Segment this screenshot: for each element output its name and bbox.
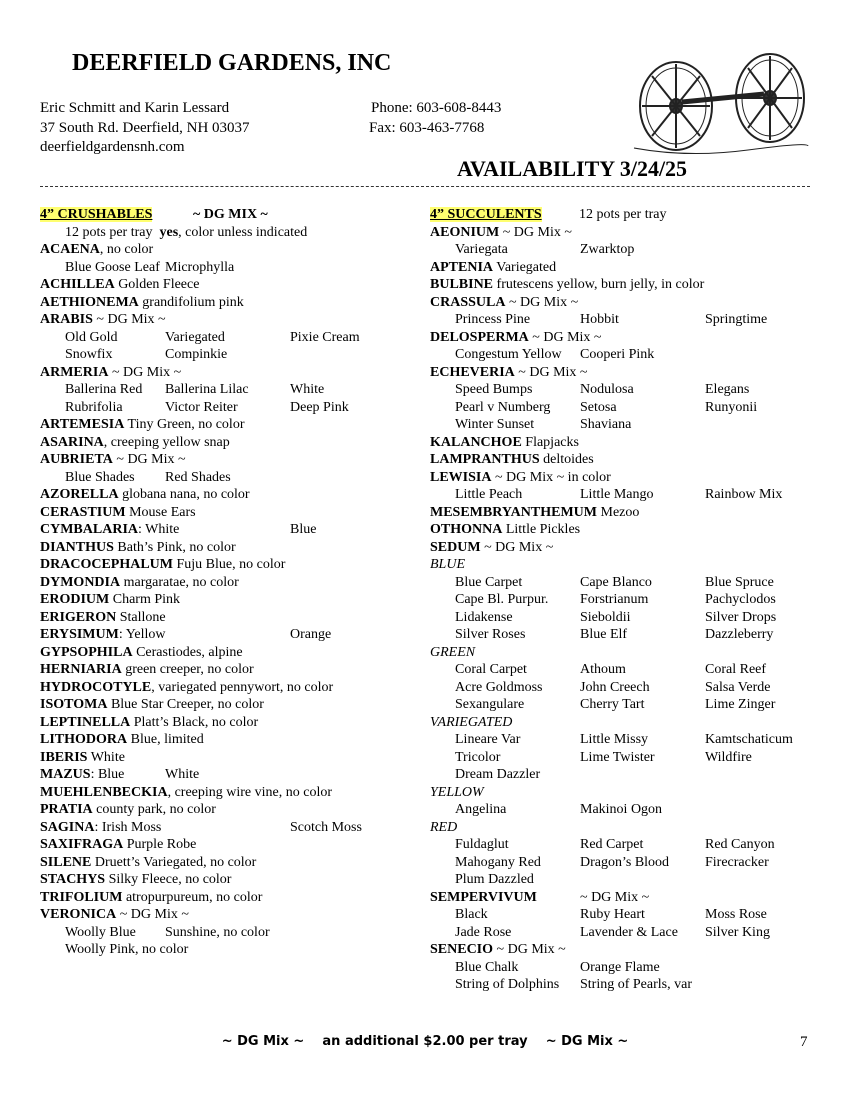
plant-description: atropurpureum, no color xyxy=(122,889,263,905)
list-item xyxy=(40,784,410,802)
list-item xyxy=(40,574,410,592)
variety-name: Cooperi Pink xyxy=(580,347,655,362)
variety-name: Ruby Heart xyxy=(580,907,645,922)
color-group-label: YELLOW xyxy=(430,784,484,800)
plant-description: , variegated pennywort, no color xyxy=(151,679,334,695)
variety-name: Little Missy xyxy=(580,732,649,747)
variety-name: Acre Goldmoss xyxy=(455,679,543,695)
variety-name: Kamtschaticum xyxy=(705,732,793,747)
variety-name: Runyonii xyxy=(705,399,758,415)
variety-name: Lavender & Lace xyxy=(580,924,678,940)
list-item xyxy=(40,504,410,522)
plant-name: ERYSIMUM xyxy=(40,627,119,642)
variety-name: Tricolor xyxy=(455,749,501,765)
plant-description: globana nana, no color xyxy=(118,487,250,502)
plant-description: green creeper, no color xyxy=(121,662,254,677)
variety-name: Cape Blanco xyxy=(580,574,652,590)
plant-description: Charm Pink xyxy=(109,592,181,607)
plant-name: LEWISIA xyxy=(430,469,492,485)
plant-name: SAGINA xyxy=(40,819,95,835)
list-item xyxy=(40,819,410,837)
list-item xyxy=(40,329,410,347)
color-group-label: BLUE xyxy=(430,557,465,572)
variety-name: Variegated xyxy=(165,329,225,345)
variety-name: Makinoi Ogon xyxy=(580,802,663,817)
variety-name: Winter Sunset xyxy=(455,417,535,432)
list-item xyxy=(40,294,410,312)
owners: Eric Schmitt and Karin Lessard xyxy=(40,100,230,116)
plant-name: AEONIUM xyxy=(430,224,500,240)
plant-description: Mezoo xyxy=(597,504,640,520)
variety-name: Blue Shades xyxy=(65,469,135,485)
plant-name: CERASTIUM xyxy=(40,504,126,520)
plant-name: ACHILLEA xyxy=(40,277,115,292)
plant-name: BULBINE xyxy=(430,277,494,292)
list-item xyxy=(40,749,410,767)
plant-name: MESEMBRYANTHEMUM xyxy=(430,504,597,520)
plant-name: ISOTOMA xyxy=(40,697,108,712)
plant-description: ~ DG Mix ~ xyxy=(108,364,182,380)
variety-name: Silver King xyxy=(705,924,770,940)
list-item xyxy=(40,469,410,487)
list-item xyxy=(40,399,410,417)
plant-name: ERODIUM xyxy=(40,592,110,607)
plant-name: SEMPERVIVUM xyxy=(430,889,537,905)
plant-description: ~ DG Mix ~ xyxy=(480,539,554,555)
plant-name: KALANCHOE xyxy=(430,434,522,450)
variety-name: String of Dolphins xyxy=(455,977,560,992)
list-item xyxy=(430,679,830,697)
plant-description: Blue, limited xyxy=(127,732,204,747)
list-item xyxy=(430,521,830,539)
plant-name: DRACOCEPHALUM xyxy=(40,557,173,572)
variety-name: Cape Bl. Purpur. xyxy=(455,592,549,607)
list-item xyxy=(430,241,830,259)
plant-description: , no color xyxy=(99,242,154,257)
plant-description: county park, no color xyxy=(92,802,216,817)
variety-name: Blue Spruce xyxy=(705,574,774,590)
variety-name: Old Gold xyxy=(65,329,118,345)
plant-name: CRASSULA xyxy=(430,294,506,310)
plant-description: Platt’s Black, no color xyxy=(130,714,259,730)
variety-name: Speed Bumps xyxy=(455,382,533,397)
plant-name: MAZUS xyxy=(40,767,91,782)
plant-description: Silky Fleece, no color xyxy=(105,872,232,887)
list-item xyxy=(40,836,410,854)
list-item xyxy=(40,766,410,784)
variety-name: John Creech xyxy=(580,679,650,695)
plant-description: ~ DG Mix ~ xyxy=(514,364,588,380)
list-item xyxy=(430,451,830,469)
crushables-heading: 4” CRUSHABLES xyxy=(40,207,153,222)
variety-name: Fuldaglut xyxy=(455,837,509,852)
color-group-label: VARIEGATED xyxy=(430,714,513,730)
availability-date: AVAILABILITY 3/24/25 xyxy=(457,156,688,181)
plant-name: MUEHLENBECKIA xyxy=(40,784,168,800)
plant-name: AETHIONEMA xyxy=(40,294,139,310)
crushables-tray-note: 12 pots per tray xyxy=(65,224,153,240)
variety-name: Lime Twister xyxy=(580,749,655,765)
plant-description: : Irish Moss xyxy=(94,819,162,835)
list-item xyxy=(430,381,830,399)
variety-name: Dragon’s Blood xyxy=(580,854,670,870)
crushables-mix-note: ~ DG MIX ~ xyxy=(193,207,268,222)
list-item xyxy=(430,434,830,452)
list-item xyxy=(40,556,410,574)
variety-name: Congestum Yellow xyxy=(455,347,562,362)
variety-name: Jade Rose xyxy=(455,924,512,940)
list-item xyxy=(40,381,410,399)
plant-description: , creeping yellow snap xyxy=(103,434,230,450)
list-item xyxy=(40,346,410,364)
plant-name: CYMBALARIA xyxy=(40,522,138,537)
variety-name: Lineare Var xyxy=(455,732,521,747)
list-item xyxy=(40,941,410,959)
plant-description: ~ DG Mix ~ xyxy=(116,907,189,922)
list-item xyxy=(430,539,830,557)
list-item xyxy=(40,539,410,557)
variety-name: Little Mango xyxy=(580,487,654,502)
list-item xyxy=(430,224,830,242)
variety-name: Coral Carpet xyxy=(455,662,527,677)
variety-name: Nodulosa xyxy=(580,382,634,397)
plant-description: Bath’s Pink, no color xyxy=(113,539,236,555)
variety-name: Ballerina Red xyxy=(65,382,143,397)
variety-name: Forstrianum xyxy=(580,592,649,607)
website: deerfieldgardensnh.com xyxy=(40,139,185,155)
plant-description: Mouse Ears xyxy=(125,504,196,520)
variety-name: Springtime xyxy=(705,312,768,327)
succulents-heading: 4” SUCCULENTS xyxy=(430,207,542,222)
plant-name: APTENIA xyxy=(430,259,494,275)
list-item xyxy=(40,276,410,294)
page-number: 7 xyxy=(800,1034,808,1050)
plant-description: Stallone xyxy=(116,609,166,625)
plant-name: OTHONNA xyxy=(430,522,503,537)
list-item xyxy=(430,259,830,277)
variety-name: Sexangulare xyxy=(455,697,525,712)
list-item xyxy=(430,731,830,749)
variety-name: Cherry Tart xyxy=(580,697,645,712)
succulents-column xyxy=(430,206,830,994)
list-item xyxy=(430,574,830,592)
variety-name: Blue Carpet xyxy=(455,574,523,590)
list-item xyxy=(430,329,830,347)
variety-name: Hobbit xyxy=(580,312,619,327)
plant-description: Purple Robe xyxy=(123,837,197,852)
list-item xyxy=(430,416,830,434)
list-item xyxy=(430,276,830,294)
plant-description: margaratae, no color xyxy=(120,574,239,590)
variety-name: Red Shades xyxy=(165,469,231,485)
fax: Fax: 603-463-7768 xyxy=(369,120,485,136)
plant-description: Flapjacks xyxy=(521,434,579,450)
plant-description: White xyxy=(87,749,125,765)
plant-description: Variegated xyxy=(493,259,557,275)
variety-name: Silver Roses xyxy=(455,627,526,642)
list-item xyxy=(430,311,830,329)
plant-description: deltoides xyxy=(539,452,594,467)
footer-note: ~ DG Mix ~ an additional $2.00 per tray ~ DG Mix ~ xyxy=(221,1034,629,1049)
plant-description: : Blue xyxy=(90,767,125,782)
variety-name: Ballerina Lilac xyxy=(165,382,249,397)
variety-name: Moss Rose xyxy=(705,907,767,922)
variety-name: Sieboldii xyxy=(580,609,631,625)
plant-name: TRIFOLIUM xyxy=(40,889,123,905)
plant-name: DIANTHUS xyxy=(40,539,114,555)
list-item xyxy=(430,469,830,487)
variety-name: Woolly Blue xyxy=(65,924,136,940)
list-item xyxy=(40,259,410,277)
variety-name: Shaviana xyxy=(580,417,632,432)
list-item xyxy=(430,906,830,924)
list-item xyxy=(40,451,410,469)
list-item xyxy=(430,364,830,382)
list-item xyxy=(40,364,410,382)
plant-description: Little Pickles xyxy=(502,522,581,537)
plant-description: : Yellow xyxy=(118,627,166,642)
variety-name: Lidakense xyxy=(455,609,513,625)
plant-description: Druett’s Variegated, no color xyxy=(91,854,257,870)
plant-description: ~ DG Mix ~ xyxy=(112,452,186,467)
plant-description: Fuju Blue, no color xyxy=(173,557,286,572)
plant-description: ~ DG Mix ~ in color xyxy=(491,469,611,485)
variety-name: Angelina xyxy=(455,802,507,817)
variety-name: Princess Pine xyxy=(455,312,531,327)
variety-name: Microphylla xyxy=(165,259,235,275)
variety-name: Coral Reef xyxy=(705,662,767,677)
list-item xyxy=(40,906,410,924)
list-item xyxy=(430,871,830,889)
plant-name: ARABIS xyxy=(40,312,93,327)
plant-name: AZORELLA xyxy=(40,487,119,502)
list-item xyxy=(430,696,830,714)
plant-description: Golden Fleece xyxy=(114,277,200,292)
header-divider xyxy=(40,186,810,187)
variety-name: Orange Flame xyxy=(580,959,660,975)
plant-description: ~ DG Mix ~ xyxy=(505,294,579,310)
company-name: DEERFIELD GARDENS, INC xyxy=(72,50,392,76)
variety-name: Rubrifolia xyxy=(65,399,123,415)
list-item xyxy=(40,679,410,697)
variety-name: Pearl v Numberg xyxy=(455,399,551,415)
plant-name: VERONICA xyxy=(40,907,117,922)
plant-name: ECHEVERIA xyxy=(430,364,515,380)
list-item xyxy=(40,871,410,889)
list-item xyxy=(430,346,830,364)
list-item xyxy=(40,521,410,539)
variety-name: Snowfix xyxy=(65,347,113,362)
list-item xyxy=(430,714,830,732)
list-item xyxy=(40,311,410,329)
plant-name: IBERIS xyxy=(40,749,88,765)
list-item xyxy=(430,749,830,767)
list-item xyxy=(430,486,830,504)
list-item xyxy=(40,241,410,259)
list-item xyxy=(430,819,830,837)
list-item xyxy=(430,766,830,784)
list-item xyxy=(430,591,830,609)
crushables-tray-bold: yes xyxy=(159,224,179,240)
list-item xyxy=(430,294,830,312)
variety-name: Red Carpet xyxy=(580,837,644,852)
variety-name: Woolly Pink, no color xyxy=(65,942,189,957)
succulents-tray-note: 12 pots per tray xyxy=(579,207,667,222)
variety-name: Variegata xyxy=(455,242,508,257)
plant-description: grandifolium pink xyxy=(138,294,244,310)
plant-name: STACHYS xyxy=(40,872,106,887)
plant-name: SILENE xyxy=(40,854,92,870)
variety-name: White xyxy=(290,382,325,397)
variety-name: Wildfire xyxy=(705,749,752,765)
list-item xyxy=(40,661,410,679)
list-item xyxy=(430,959,830,977)
plant-name: HYDROCOTYLE xyxy=(40,679,152,695)
variety-name: Red Canyon xyxy=(705,837,775,852)
variety-name: Blue Elf xyxy=(580,627,628,642)
variety-name: Victor Reiter xyxy=(165,399,238,415)
color-group-label: RED xyxy=(430,819,458,835)
variety-name: Firecracker xyxy=(705,854,769,870)
plant-name: ARTEMESIA xyxy=(40,417,125,432)
variety-name: Elegans xyxy=(705,382,750,397)
plant-name: SAXIFRAGA xyxy=(40,837,124,852)
list-item xyxy=(430,556,830,574)
plant-name: ARMERIA xyxy=(40,364,109,380)
phone: Phone: 603-608-8443 xyxy=(371,100,502,116)
list-item xyxy=(430,644,830,662)
variety-name: Silver Drops xyxy=(705,609,777,625)
plant-name: PRATIA xyxy=(40,802,93,817)
variety-name: Lime Zinger xyxy=(705,697,776,712)
list-item xyxy=(40,924,410,942)
plant-description: frutescens yellow, burn jelly, in color xyxy=(493,277,705,292)
plant-description: , creeping wire vine, no color xyxy=(167,784,333,800)
plant-description: Tiny Green, no color xyxy=(124,417,245,432)
list-item xyxy=(430,661,830,679)
variety-name: Zwarktop xyxy=(580,242,635,257)
plant-name: AUBRIETA xyxy=(40,452,113,467)
variety-name: Deep Pink xyxy=(290,399,349,415)
list-item xyxy=(40,644,410,662)
crushables-column xyxy=(40,206,410,959)
variety-name: ~ DG Mix ~ xyxy=(580,889,650,905)
variety-name: Little Peach xyxy=(455,487,523,502)
variety-name: Compinkie xyxy=(165,347,228,362)
plant-name: DYMONDIA xyxy=(40,574,121,590)
plant-name: ERIGERON xyxy=(40,609,117,625)
list-item xyxy=(40,696,410,714)
variety-name: Blue Goose Leaf xyxy=(65,259,160,275)
list-item xyxy=(40,416,410,434)
list-item xyxy=(430,976,830,994)
list-item xyxy=(430,801,830,819)
list-item xyxy=(40,591,410,609)
plant-name: GYPSOPHILA xyxy=(40,644,133,660)
variety-name: Orange xyxy=(290,627,332,642)
variety-name: Dazzleberry xyxy=(705,627,774,642)
list-item xyxy=(40,854,410,872)
wagon-wheels-logo xyxy=(628,40,812,158)
variety-name: Pixie Cream xyxy=(290,329,360,345)
variety-name: Athoum xyxy=(580,662,626,677)
plant-name: LEPTINELLA xyxy=(40,714,131,730)
plant-description: ~ DG Mix ~ xyxy=(493,942,566,957)
address: 37 South Rd. Deerfield, NH 03037 xyxy=(40,120,250,136)
plant-name: LITHODORA xyxy=(40,732,128,747)
plant-name: ACAENA xyxy=(40,242,100,257)
list-item xyxy=(430,836,830,854)
color-group-label: GREEN xyxy=(430,644,476,660)
list-item xyxy=(40,889,410,907)
plant-name: SENECIO xyxy=(430,942,494,957)
list-item xyxy=(40,714,410,732)
plant-description: ~ DG Mix ~ xyxy=(528,329,602,345)
plant-description: Cerastiodes, alpine xyxy=(132,644,243,660)
variety-name: Scotch Moss xyxy=(290,819,362,835)
list-item xyxy=(430,504,830,522)
list-item xyxy=(40,626,410,644)
plant-name: ASARINA xyxy=(40,434,104,450)
variety-name: Dream Dazzler xyxy=(455,767,541,782)
variety-name: White xyxy=(165,767,200,782)
plant-description: : White xyxy=(138,522,180,537)
plant-description: Blue Star Creeper, no color xyxy=(107,697,264,712)
plant-name: SEDUM xyxy=(430,539,481,555)
variety-name: Plum Dazzled xyxy=(455,872,534,887)
list-item xyxy=(430,626,830,644)
plant-name: HERNIARIA xyxy=(40,662,122,677)
list-item xyxy=(430,784,830,802)
list-item xyxy=(40,731,410,749)
plant-description: ~ DG Mix ~ xyxy=(92,312,166,327)
variety-name: Mahogany Red xyxy=(455,854,541,870)
list-item xyxy=(430,941,830,959)
list-item xyxy=(430,399,830,417)
variety-name: Blue xyxy=(290,522,317,537)
variety-name: Blue Chalk xyxy=(455,959,519,975)
plant-name: LAMPRANTHUS xyxy=(430,452,540,467)
list-item xyxy=(430,854,830,872)
list-item xyxy=(430,609,830,627)
plant-description: ~ DG Mix ~ xyxy=(499,224,572,240)
variety-name: String of Pearls, var xyxy=(580,977,692,992)
list-item xyxy=(430,889,830,907)
variety-name: Black xyxy=(455,907,488,922)
crushables-tray-rest: , color unless indicated xyxy=(178,224,308,240)
variety-name: Sunshine, no color xyxy=(165,924,270,940)
plant-name: DELOSPERMA xyxy=(430,329,529,345)
list-item xyxy=(40,609,410,627)
list-item xyxy=(40,486,410,504)
variety-name: Rainbow Mix xyxy=(705,487,783,502)
variety-name: Salsa Verde xyxy=(705,679,771,695)
list-item xyxy=(40,801,410,819)
variety-name: Setosa xyxy=(580,399,617,415)
list-item xyxy=(40,434,410,452)
variety-name: Pachyclodos xyxy=(705,592,776,607)
list-item xyxy=(430,924,830,942)
